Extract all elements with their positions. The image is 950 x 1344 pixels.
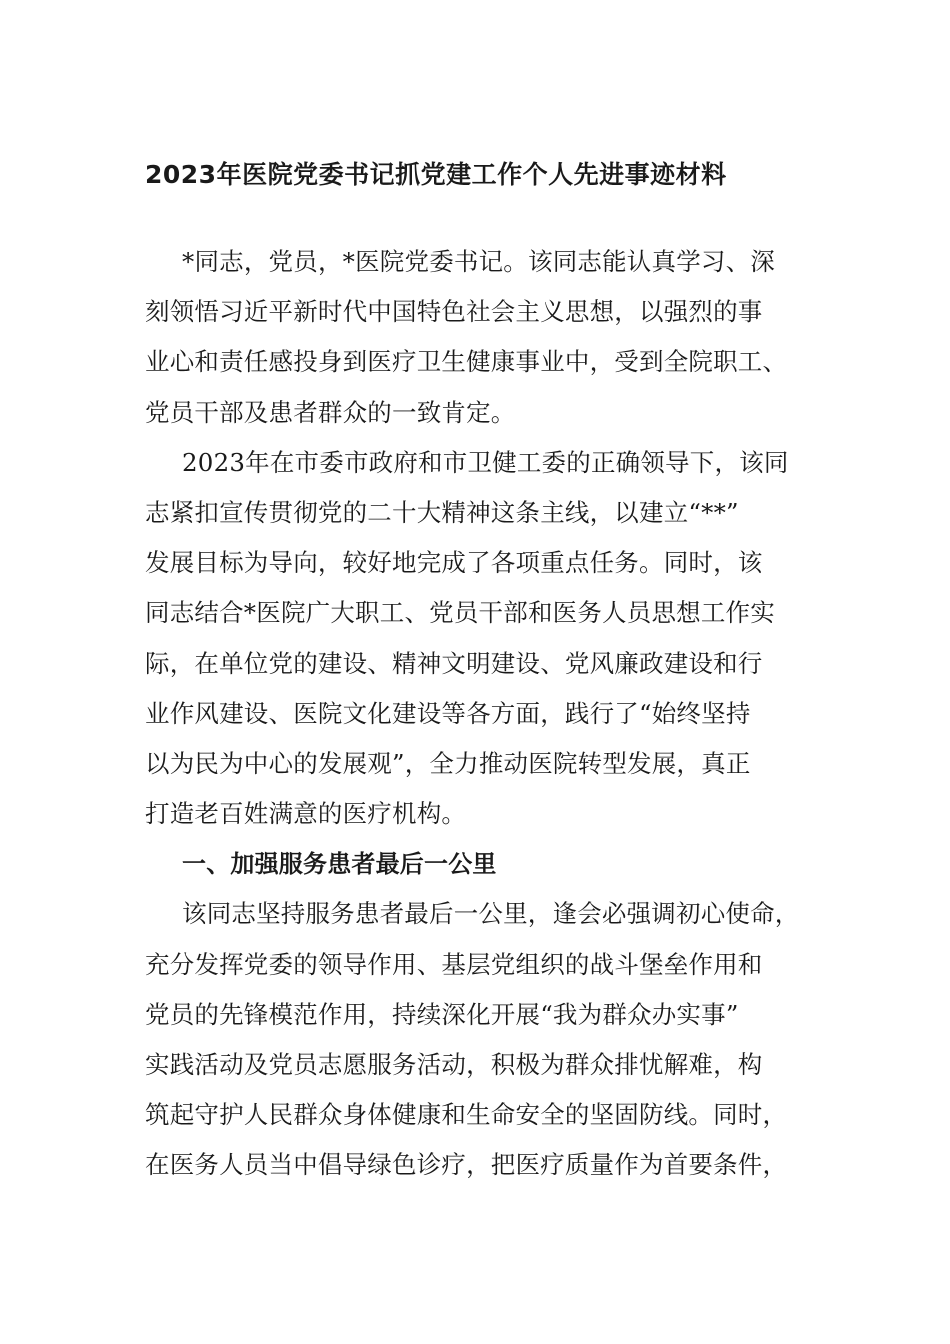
paragraph-2-line-8: 打造老百姓满意的医疗机构。 xyxy=(145,799,467,829)
paragraph-1-line-2: 刻领悟习近平新时代中国特色社会主义思想，以强烈的事 xyxy=(145,297,763,327)
paragraph-1-line-3: 业心和责任感投身到医疗卫生健康事业中，受到全院职工、 xyxy=(145,347,788,377)
paragraph-3-line-5: 筑起守护人民群众身体健康和生命安全的坚固防线。同时， xyxy=(145,1100,788,1130)
paragraph-2-line-6: 业作风建设、医院文化建设等各方面，践行了“始终坚持 xyxy=(145,698,751,728)
paragraph-1-line-1: *同志，党员，*医院党委书记。该同志能认真学习、深 xyxy=(182,247,775,276)
paragraph-3-line-3: 党员的先锋模范作用，持续深化开展“我为群众办实事” xyxy=(145,999,739,1029)
paragraph-3-line-4: 实践活动及党员志愿服务活动，积极为群众排忧解难，构 xyxy=(145,1050,763,1079)
paragraph-2-line-4: 同志结合*医院广大职工、党员干部和医务人员思想工作实 xyxy=(145,598,775,628)
paragraph-3-line-2: 充分发挥党委的领导作用、基层党组织的战斗堡垒作用和 xyxy=(145,949,763,979)
section-heading: 一、加强服务患者最后一公里 xyxy=(182,850,497,879)
paragraph-2-line-1: 2023年在市委市政府和市卫健工委的正确领导下，该同 xyxy=(182,447,789,477)
paragraph-2-line-2: 志紧扣宣传贯彻党的二十大精神这条主线，以建立“**” xyxy=(145,497,739,527)
paragraph-3-line-6: 在医务人员当中倡导绿色诊疗，把医疗质量作为首要条件， xyxy=(145,1150,788,1180)
document-title: 2023年医院党委书记抓党建工作个人先进事迹材料 xyxy=(145,160,727,189)
paragraph-2-line-7: 以为民为中心的发展观”，全力推动医院转型发展，真正 xyxy=(145,748,751,778)
paragraph-2-line-3: 发展目标为导向，较好地完成了各项重点任务。同时，该 xyxy=(145,548,763,578)
paragraph-2-line-5: 际，在单位党的建设、精神文明建设、党风廉政建设和行 xyxy=(145,648,763,678)
document-body xyxy=(145,237,805,1191)
paragraph-3-line-1: 该同志坚持服务患者最后一公里，逢会必强调初心使命， xyxy=(182,899,800,929)
paragraph-1-line-4: 党员干部及患者群众的一致肯定。 xyxy=(145,397,516,427)
